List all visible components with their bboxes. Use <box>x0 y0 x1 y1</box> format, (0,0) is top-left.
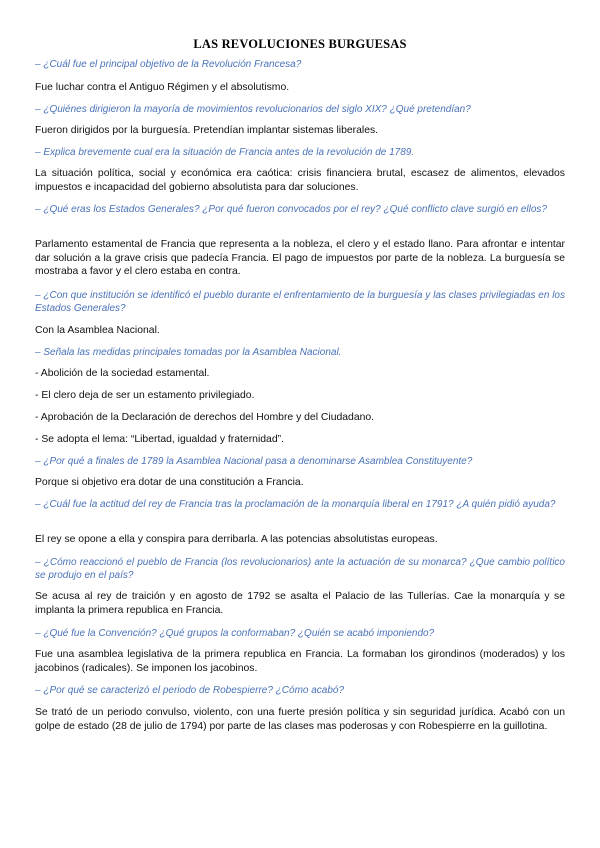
question-6: – Señala las medidas principales tomadas por la Asamblea Nacional. <box>35 347 342 358</box>
answer-6-line-2: - El clero deja de ser un estamento privilegiado. <box>35 390 255 401</box>
answer-1: Fue luchar contra el Antiguo Régimen y el absolutismo. <box>35 82 290 93</box>
answer-9: Se acusa al rey de traición y en agosto de 1792 se asalta el Palacio de las Tullerías. Cae la monarquía y se implanta la primera republica en Francia. <box>35 591 565 616</box>
answer-6-line-4: - Se adopta el lema: “Libertad, igualdad y fraternidad”. <box>35 434 284 445</box>
document-title: LAS REVOLUCIONES BURGUESAS <box>193 37 407 51</box>
question-8: – ¿Cuál fue la actitud del rey de Francia tras la proclamación de la monarquía liberal en 1791? ¿A quién pidió ayuda? <box>35 499 556 510</box>
question-7: – ¿Por qué a finales de 1789 la Asamblea Nacional pasa a denominarse Asamblea Constituyente? <box>35 456 473 467</box>
answer-6-line-1: - Abolición de la sociedad estamental. <box>35 368 210 379</box>
question-3: – Explica brevemente cual era la situación de Francia antes de la revolución de 1789. <box>35 147 415 158</box>
answer-7: Porque si objetivo era dotar de una constitución a Francia. <box>35 477 304 488</box>
answer-5: Con la Asamblea Nacional. <box>35 325 160 336</box>
question-2: – ¿Quiénes dirigieron la mayoría de movimientos revolucionarios del siglo XIX? ¿Qué pretendían? <box>35 104 471 115</box>
answer-8: El rey se opone a ella y conspira para derribarla. A las potencias absolutistas europeas. <box>35 534 438 545</box>
question-5: – ¿Con que institución se identificó el pueblo durante el enfrentamiento de la burguesía y las clases privilegiadas en los Estados Generales? <box>35 290 565 314</box>
answer-6-line-3: - Aprobación de la Declaración de derechos del Hombre y del Ciudadano. <box>35 412 375 423</box>
question-4: – ¿Qué eras los Estados Generales? ¿Por qué fueron convocados por el rey? ¿Qué conflicto clave surgió en ellos? <box>35 204 547 215</box>
answer-10: Fue una asamblea legislativa de la primera republica en Francia. La formaban los girondinos (moderados) y los jacobinos (radicales). Se imponen los jacobinos. <box>35 649 565 674</box>
question-1: – ¿Cuál fue el principal objetivo de la Revolución Francesa? <box>35 59 302 70</box>
question-10: – ¿Qué fue la Convención? ¿Qué grupos la conformaban? ¿Quién se acabó imponiendo? <box>35 628 435 639</box>
answer-4: Parlamento estamental de Francia que representa a la nobleza, el clero y el estado llano. Para afrontar e intentar dar solución a la grave crisis que padecía Francia. El pago de impuestos por parte de la nobleza. La burguesía se mostraba a favor y el clero estaba en contra. <box>35 239 565 277</box>
answer-3: La situación política, social y económica era caótica: crisis financiera brutal, escasez de alimentos, elevados impuestos e incapacidad del gobierno absolutista para dar soluciones. <box>35 168 565 193</box>
answer-2: Fueron dirigidos por la burguesía. Pretendían implantar sistemas liberales. <box>35 125 379 136</box>
question-11: – ¿Por qué se caracterizó el periodo de Robespierre? ¿Cómo acabó? <box>35 685 345 696</box>
answer-11: Se trató de un periodo convulso, violento, con una fuerte presión política y sin seguridad jurídica. Acabó con un golpe de estado (28 de julio de 1794) por parte de las clases mas poderosas y con Robespierre en la guillotina. <box>35 707 565 732</box>
question-9: – ¿Cómo reaccionó el pueblo de Francia (los revolucionarios) ante la actuación de su monarca? ¿Que cambio político se produjo en el país? <box>35 557 565 581</box>
